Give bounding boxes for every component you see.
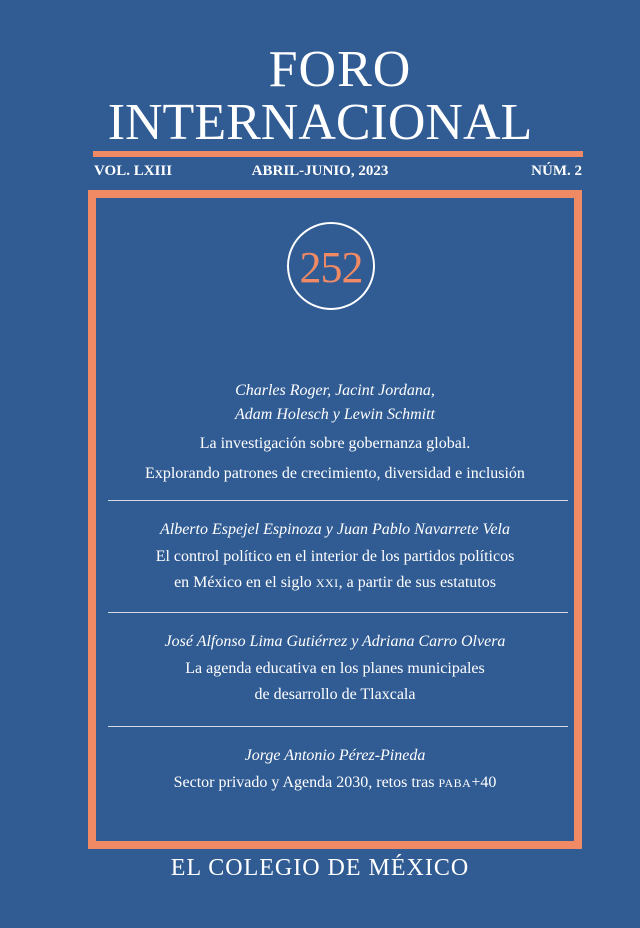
issue-number-label: NÚM. 2 bbox=[531, 163, 582, 179]
article-1-title-line1: La investigación sobre gobernanza global. bbox=[199, 435, 471, 452]
journal-title-line2: INTERNACIONAL bbox=[107, 94, 533, 151]
article-4-title bbox=[96, 770, 574, 796]
article-4-authors: Jorge Antonio Pérez-Pineda bbox=[244, 747, 426, 764]
journal-title-line1: FORO bbox=[268, 41, 412, 98]
article-4-title-end: +40 bbox=[471, 774, 497, 791]
article-2-title-line1: El control político en el interior de los partidos políticos bbox=[155, 548, 515, 565]
publisher-name: EL COLEGIO DE MÉXICO bbox=[170, 855, 470, 881]
article-3-authors: José Alfonso Lima Gutiérrez y Adriana Carro Olvera bbox=[164, 633, 506, 650]
article-separator bbox=[108, 726, 568, 727]
volume-label: VOL. LXIII bbox=[94, 163, 173, 179]
article-3 bbox=[96, 630, 574, 708]
article-2-title-line2-start: en México en el siglo bbox=[174, 574, 316, 591]
article-2-title-century: XXI bbox=[315, 576, 339, 590]
article-3-title-line2: de desarrollo de Tlaxcala bbox=[254, 686, 416, 703]
article-2-authors: Alberto Espejel Espinoza y Juan Pablo Navarrete Vela bbox=[159, 521, 510, 538]
issue-badge-number: 252 bbox=[299, 243, 363, 292]
article-4 bbox=[96, 744, 574, 796]
article-2-title-line2-end: , a partir de sus estatutos bbox=[338, 574, 496, 591]
article-2 bbox=[96, 518, 574, 596]
article-4-title-start: Sector privado y Agenda 2030, retos tras bbox=[173, 774, 439, 791]
article-separator bbox=[108, 500, 568, 501]
issue-date: ABRIL-JUNIO, 2023 bbox=[251, 163, 389, 179]
article-1 bbox=[96, 379, 574, 487]
article-2-title-line2 bbox=[96, 570, 574, 596]
article-3-title-line1: La agenda educativa en los planes municipales bbox=[185, 660, 485, 677]
issue-badge bbox=[287, 222, 375, 310]
title-underline bbox=[93, 151, 583, 157]
article-separator bbox=[108, 612, 568, 613]
article-4-title-acronym: PABA bbox=[438, 776, 472, 790]
article-1-authors-line1: Charles Roger, Jacint Jordana, bbox=[235, 382, 435, 399]
article-1-authors-line2: Adam Holesch y Lewin Schmitt bbox=[235, 406, 435, 423]
article-1-title-line2: Explorando patrones de crecimiento, diversidad e inclusión bbox=[145, 465, 525, 482]
